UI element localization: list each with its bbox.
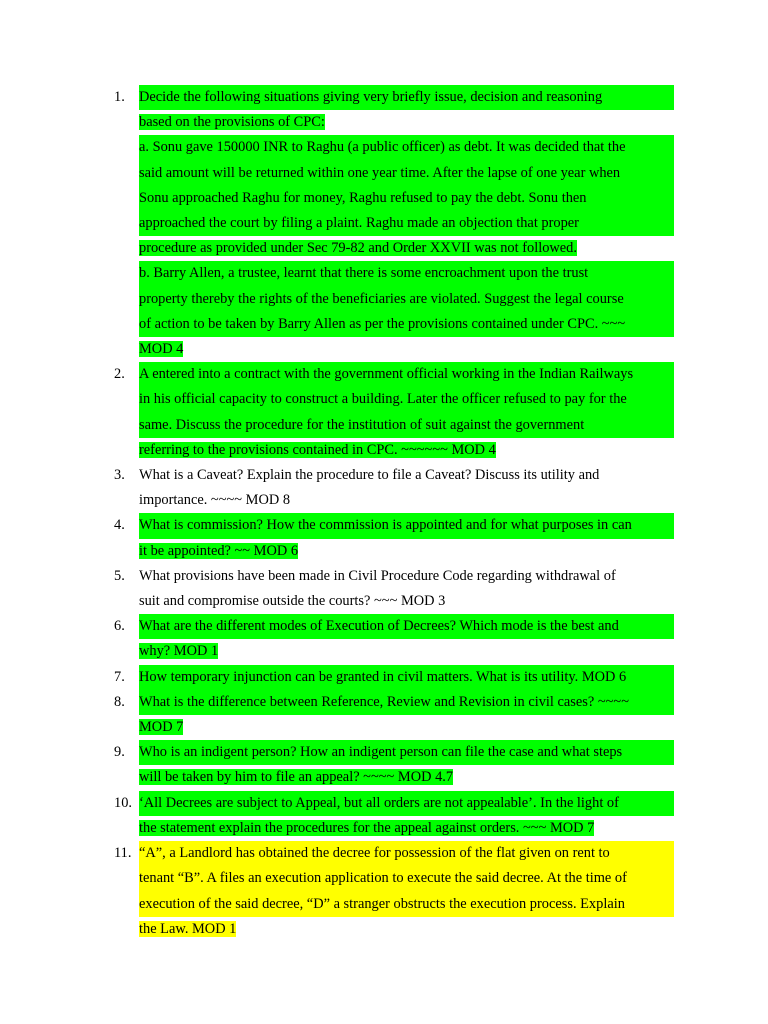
question-text: A entered into a contract with the government official working in the Indian Railways xyxy=(139,362,633,387)
question-text: Who is an indigent person? How an indigent person can file the case and what steps xyxy=(139,740,622,765)
question-number: 1. xyxy=(114,89,125,105)
question-text: MOD 7 xyxy=(139,719,184,736)
question-text-line xyxy=(139,85,674,110)
question-text-line xyxy=(139,765,674,790)
question-number: 5. xyxy=(114,567,125,584)
question-number: 3. xyxy=(114,467,125,484)
question-text: What is commission? How the commission is appointed and for what purposes in can xyxy=(139,513,632,538)
question-text: What is a Caveat? Explain the procedure to file a Caveat? Discuss its utility and xyxy=(139,467,600,484)
question-number: 11. xyxy=(114,845,132,862)
question-text-line xyxy=(139,665,674,690)
question-text: the Law. MOD 1 xyxy=(139,920,237,937)
question-text: in his official capacity to construct a building. Later the officer refused to pay for the xyxy=(139,387,627,412)
question-text-line xyxy=(139,413,674,438)
question-text-line xyxy=(139,135,674,160)
question-text: based on the provisions of CPC: xyxy=(139,114,325,131)
question-item xyxy=(114,791,674,841)
question-text: suit and compromise outside the courts? ~~~ MOD 3 xyxy=(139,593,446,610)
question-text-line xyxy=(139,513,674,538)
question-text-line xyxy=(139,110,674,135)
question-text: What are the different modes of Execution of Decrees? Which mode is the best and xyxy=(139,614,619,639)
question-text: What provisions have been made in Civil Procedure Code regarding withdrawal of xyxy=(139,567,616,584)
question-number: 7. xyxy=(114,668,125,685)
question-item xyxy=(114,463,674,513)
question-text: will be taken by him to file an appeal? ~~~~ MOD 4.7 xyxy=(139,769,454,786)
question-text-line xyxy=(139,866,674,891)
question-text-line xyxy=(139,589,674,614)
question-text-line xyxy=(139,841,674,866)
question-item xyxy=(114,85,674,362)
question-text-line xyxy=(139,211,674,236)
question-text-line xyxy=(139,917,674,942)
question-text: ‘All Decrees are subject to Appeal, but all orders are not appealable’. In the light of xyxy=(139,791,619,816)
question-text: How temporary injunction can be granted in civil matters. What is its utility. MOD 6 xyxy=(139,665,626,690)
question-text-line xyxy=(139,287,674,312)
question-number: 2. xyxy=(114,366,125,383)
question-item xyxy=(114,513,674,563)
question-item xyxy=(114,665,674,690)
question-item xyxy=(114,690,674,740)
question-number: 10. xyxy=(114,794,132,811)
question-text: said amount will be returned within one year time. After the lapse of one year when xyxy=(139,161,620,186)
question-text: procedure as provided under Sec 79-82 and Order XXVII was not followed. xyxy=(139,240,577,257)
question-text-line xyxy=(139,488,674,513)
question-text-line xyxy=(139,564,674,589)
question-item xyxy=(114,841,674,942)
question-text-line xyxy=(139,791,674,816)
question-text-line xyxy=(139,387,674,412)
question-text-line xyxy=(139,892,674,917)
question-text-line xyxy=(139,362,674,387)
question-number: 8. xyxy=(114,693,125,710)
question-text: execution of the said decree, “D” a stranger obstructs the execution process. Explain xyxy=(139,892,625,917)
question-text: Sonu approached Raghu for money, Raghu refused to pay the debt. Sonu then xyxy=(139,186,586,211)
question-text-line xyxy=(139,690,674,715)
question-text: it be appointed? ~~ MOD 6 xyxy=(139,542,299,559)
question-number: 6. xyxy=(114,618,125,635)
question-text-line xyxy=(139,539,674,564)
question-item xyxy=(114,614,674,664)
question-text: approached the court by filing a plaint. Raghu made an objection that proper xyxy=(139,211,579,236)
question-number: 4. xyxy=(114,517,125,534)
question-text: the statement explain the procedures for the appeal against orders. ~~~ MOD 7 xyxy=(139,819,595,836)
question-item xyxy=(114,564,674,614)
question-text: MOD 4 xyxy=(139,341,184,358)
question-text-line xyxy=(139,236,674,261)
question-text-line xyxy=(139,740,674,765)
question-text: a. Sonu gave 150000 INR to Raghu (a public officer) as debt. It was decided that the xyxy=(139,135,626,160)
question-text: why? MOD 1 xyxy=(139,643,219,660)
question-text: b. Barry Allen, a trustee, learnt that there is some encroachment upon the trust xyxy=(139,261,588,286)
question-text: of action to be taken by Barry Allen as per the provisions contained under CPC. ~~~ xyxy=(139,312,625,337)
question-text: tenant “B”. A files an execution application to execute the said decree. At the time of xyxy=(139,866,627,891)
question-text: “A”, a Landlord has obtained the decree for possession of the flat given on rent to xyxy=(139,841,610,866)
question-text-line xyxy=(139,312,674,337)
question-text: Decide the following situations giving very briefly issue, decision and reasoning xyxy=(139,85,602,110)
question-text-line xyxy=(139,639,674,664)
question-text-line xyxy=(139,715,674,740)
question-text-line xyxy=(139,186,674,211)
question-text: same. Discuss the procedure for the institution of suit against the government xyxy=(139,413,584,438)
question-list xyxy=(114,85,674,942)
question-text: property thereby the rights of the beneficiaries are violated. Suggest the legal course xyxy=(139,287,624,312)
question-item xyxy=(114,362,674,463)
question-text-line xyxy=(139,261,674,286)
question-item xyxy=(114,740,674,790)
question-text: referring to the provisions contained in CPC. ~~~~~~ MOD 4 xyxy=(139,441,496,458)
question-text: importance. ~~~~ MOD 8 xyxy=(139,492,291,509)
question-text-line xyxy=(139,614,674,639)
question-number: 9. xyxy=(114,744,125,761)
question-text-line xyxy=(139,161,674,186)
question-text-line xyxy=(139,337,674,362)
question-text-line xyxy=(139,438,674,463)
question-text-line xyxy=(139,463,674,488)
question-text: What is the difference between Reference, Review and Revision in civil cases? ~~~~ xyxy=(139,690,629,715)
question-text-line xyxy=(139,816,674,841)
